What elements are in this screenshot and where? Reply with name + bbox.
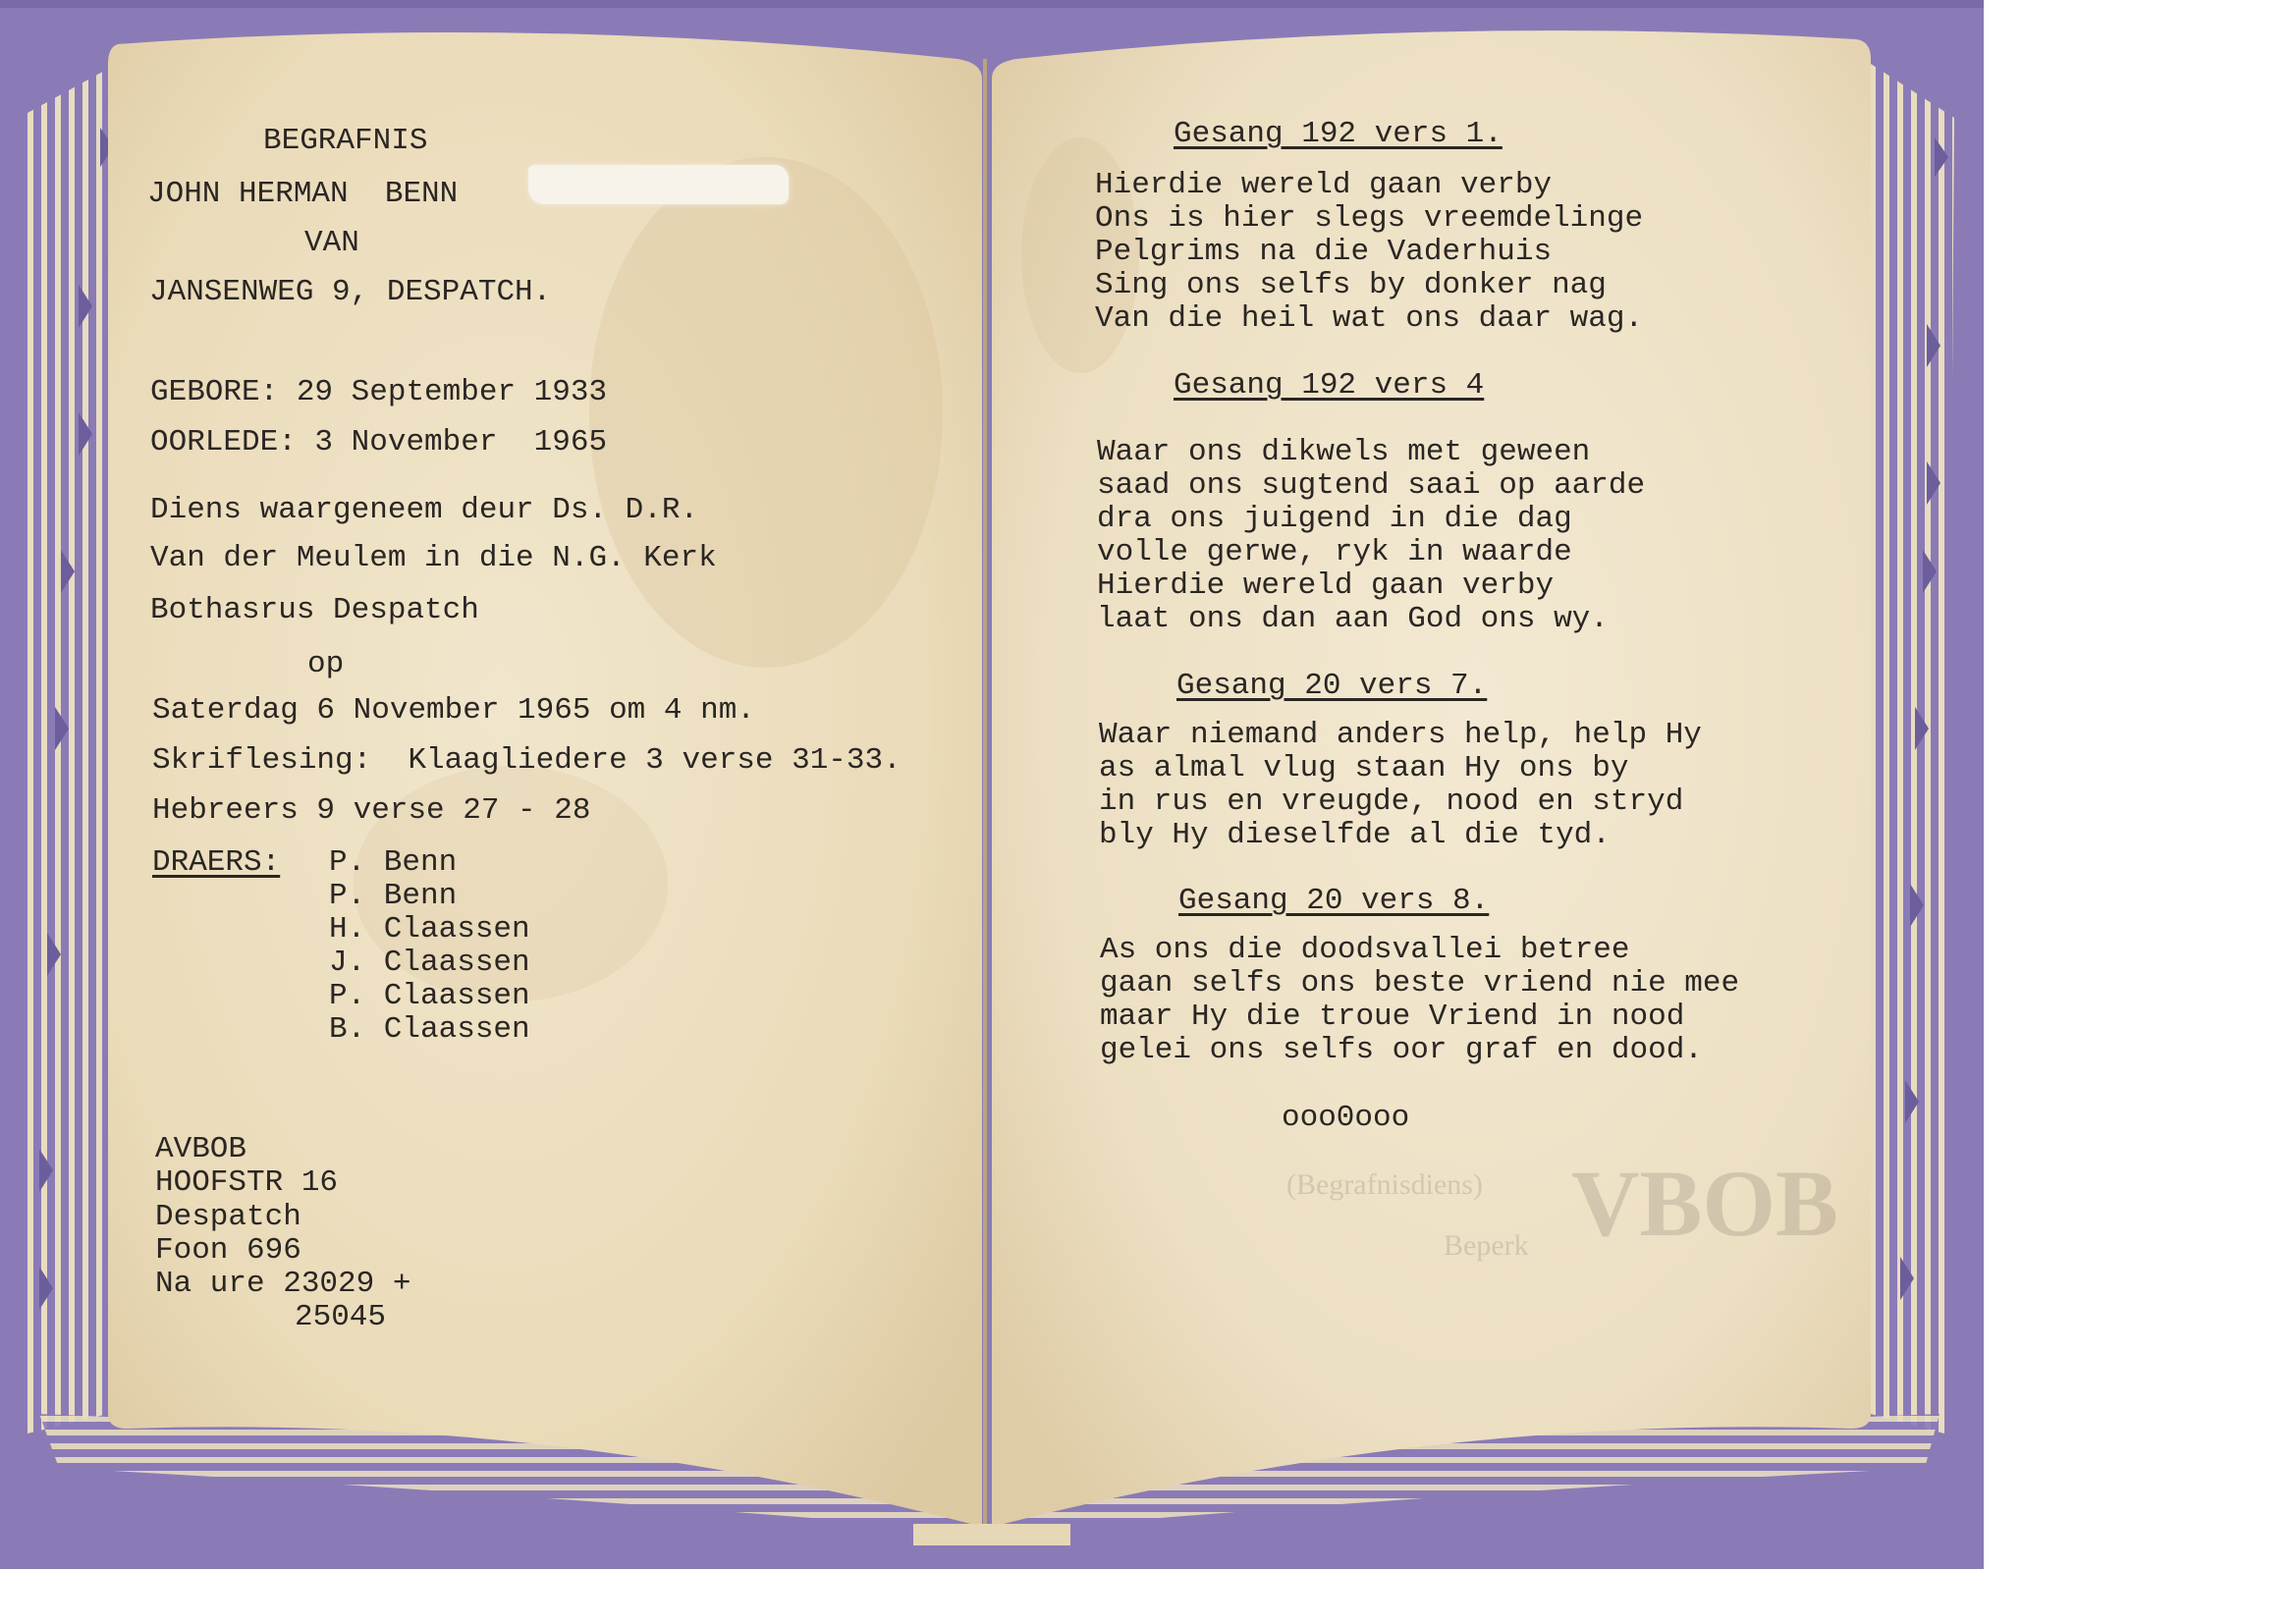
- hymn-line: volle gerwe, ryk in waarde: [1097, 535, 1572, 569]
- watermark-subtitle-2: Beperk: [1444, 1229, 1529, 1262]
- end-mark: ooo0ooo: [1282, 1101, 1410, 1135]
- service-line: Bothasrus Despatch: [150, 593, 479, 627]
- hymn-line: Waar niemand anders help, help Hy: [1099, 718, 1702, 752]
- hymn-line: bly Hy dieselfde al die tyd.: [1099, 818, 1611, 852]
- hymn-heading: Gesang 20 vers 8.: [1178, 884, 1490, 918]
- service-line: op: [307, 647, 345, 681]
- right-page-edges: [1871, 64, 1954, 1434]
- hymn-heading: Gesang 192 vers 1.: [1174, 117, 1503, 151]
- bearers-label: DRAERS:: [152, 845, 281, 880]
- hymn-line: in rus en vreugde, nood en stryd: [1099, 785, 1684, 819]
- scripture-reading-2: Hebreers 9 verse 27 - 28: [152, 793, 591, 828]
- deceased-name: JOHN HERMAN BENN: [147, 177, 459, 211]
- left-page-edges: [27, 69, 108, 1434]
- hymn-line: Van die heil wat ons daar wag.: [1095, 301, 1644, 336]
- bearer-name: J. Claassen: [329, 946, 530, 980]
- bearer-name: P. Benn: [329, 845, 458, 880]
- service-line: Saterdag 6 November 1965 om 4 nm.: [152, 693, 755, 728]
- hymn-line: gelei ons selfs oor graf en dood.: [1100, 1033, 1703, 1067]
- undertaker-line: AVBOB: [155, 1132, 247, 1166]
- hymn-line: dra ons juigend in die dag: [1097, 502, 1572, 536]
- hymn-line: Waar ons dikwels met geween: [1097, 435, 1591, 469]
- watermark-brand: VBOB: [1571, 1151, 1839, 1256]
- hymn-line: maar Hy die troue Vriend in nood: [1100, 1000, 1685, 1034]
- undertaker-line: Despatch: [155, 1200, 301, 1234]
- watermark-subtitle: (Begrafnisdiens): [1286, 1168, 1483, 1201]
- van-label: VAN: [304, 226, 359, 260]
- redacted-strip: [528, 165, 789, 204]
- hymn-line: Hierdie wereld gaan verby: [1097, 568, 1555, 603]
- hymn-line: Sing ons selfs by donker nag: [1095, 268, 1607, 302]
- hymn-line: As ons die doodsvallei betree: [1100, 933, 1630, 967]
- hymn-line: saad ons sugtend saai op aarde: [1097, 468, 1646, 503]
- born-date: GEBORE: 29 September 1933: [150, 375, 608, 409]
- address: JANSENWEG 9, DESPATCH.: [149, 275, 552, 309]
- service-line: Van der Meulem in die N.G. Kerk: [150, 541, 717, 575]
- undertaker-line: Na ure 23029 +: [155, 1267, 411, 1301]
- bearer-name: P. Claassen: [329, 979, 530, 1013]
- bearer-name: P. Benn: [329, 879, 458, 913]
- bearer-name: B. Claassen: [329, 1012, 530, 1047]
- hymn-line: Hierdie wereld gaan verby: [1095, 168, 1553, 202]
- scripture-reading: Skriflesing: Klaagliedere 3 verse 31-33.: [152, 743, 902, 778]
- undertaker-line: 25045: [295, 1300, 387, 1334]
- service-line: Diens waargeneem deur Ds. D.R.: [150, 493, 699, 527]
- hymn-heading: Gesang 192 vers 4: [1174, 368, 1485, 403]
- hymn-line: laat ons dan aan God ons wy.: [1097, 602, 1609, 636]
- hymn-line: as almal vlug staan Hy ons by: [1099, 751, 1629, 785]
- hymn-heading: Gesang 20 vers 7.: [1176, 669, 1488, 703]
- hymn-line: Ons is hier slegs vreemdelinge: [1095, 201, 1644, 236]
- died-date: OORLEDE: 3 November 1965: [150, 425, 608, 460]
- hymn-line: gaan selfs ons beste vriend nie mee: [1100, 966, 1740, 1001]
- bearer-name: H. Claassen: [329, 912, 530, 947]
- hymn-line: Pelgrims na die Vaderhuis: [1095, 235, 1553, 269]
- undertaker-line: Foon 696: [155, 1233, 301, 1268]
- title: BEGRAFNIS: [263, 124, 428, 158]
- undertaker-line: HOOFSTR 16: [155, 1165, 339, 1200]
